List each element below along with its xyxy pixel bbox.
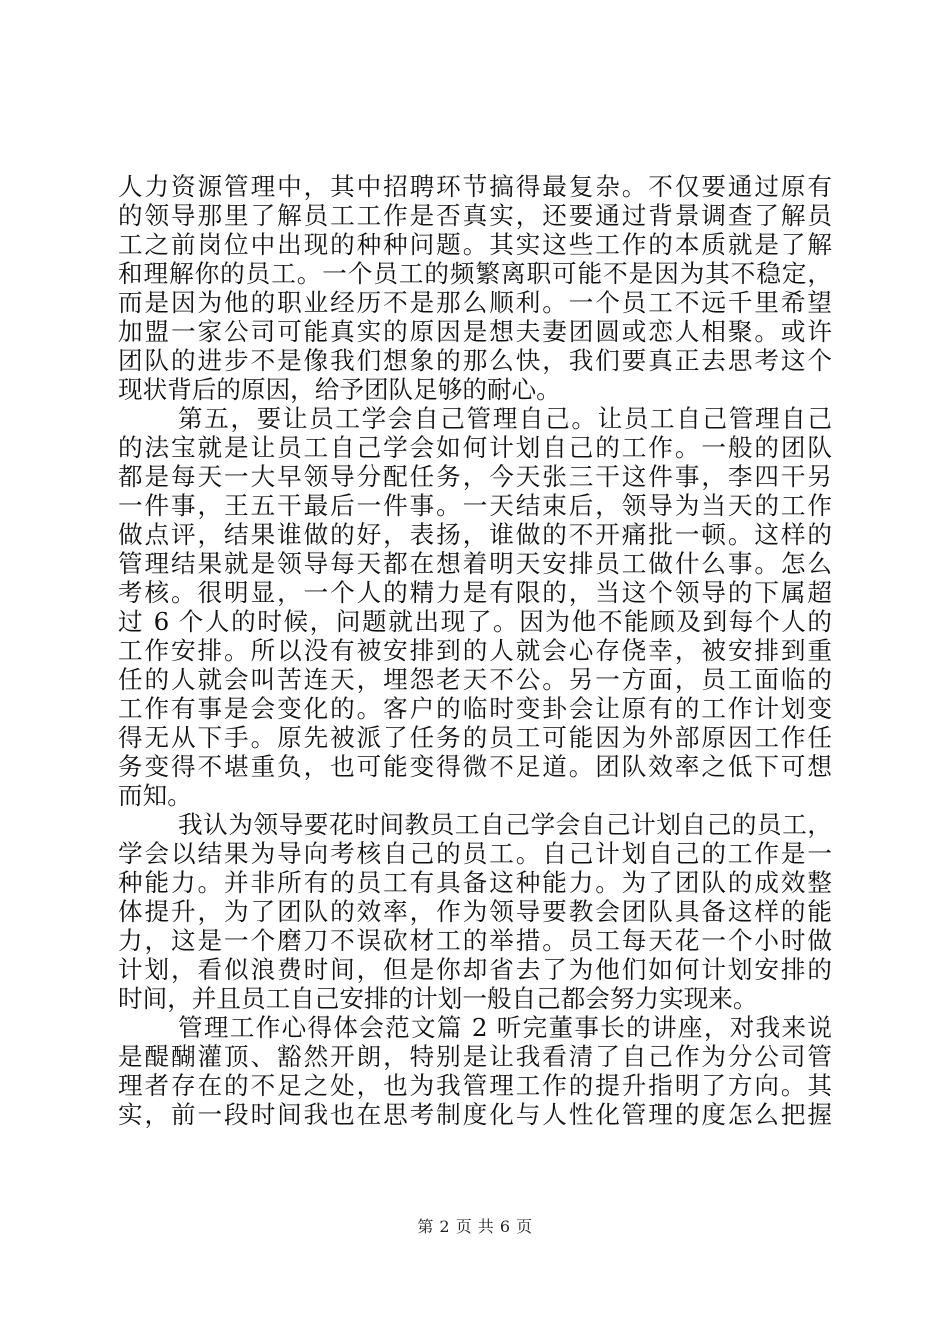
page-indicator: 第 2 页 共 6 页: [417, 1217, 533, 1236]
paragraph-4: [118, 1013, 832, 1129]
text-line: 现状背后的原因，给予团队足够的耐心。: [118, 375, 561, 404]
text-line: 都是每天一大早领导分配任务，今天张三干这件事，李四干另: [118, 462, 832, 491]
document-body: [118, 172, 832, 1129]
text-line: 得无从下手。原先被派了任务的员工可能因为外部原因工作任: [118, 723, 832, 752]
text-line: 管理结果就是领导每天都在想着明天安排员工做什么事。怎么: [118, 549, 832, 578]
text-line: 加盟一家公司可能真实的原因是想夫妻团圆或恋人相聚。或许: [118, 317, 832, 346]
text-line: 一件事，王五干最后一件事。一天结束后，领导为当天的工作: [118, 491, 832, 520]
text-line: 力，这是一个磨刀不误砍材工的举措。员工每天花一个小时做: [118, 926, 832, 955]
text-line: 的法宝就是让员工自己学会如何计划自己的工作。一般的团队: [118, 433, 832, 462]
text-line: 做点评，结果谁做的好，表扬，谁做的不开痛批一顿。这样的: [118, 520, 832, 549]
text-line: 理者存在的不足之处，也为我管理工作的提升指明了方向。其: [118, 1071, 832, 1100]
paragraph-1: [118, 172, 832, 404]
text-line: 的领导那里了解员工工作是否真实，还要通过背景调查了解员: [118, 201, 832, 230]
text-line: 考核。很明显，一个人的精力是有限的，当这个领导的下属超: [118, 578, 832, 607]
text-line: 而是因为他的职业经历不是那么顺利。一个员工不远千里希望: [118, 288, 832, 317]
text-line: 任的人就会叫苦连天，埋怨老天不公。另一方面，员工面临的: [118, 665, 832, 694]
text-line: 过 6 个人的时候，问题就出现了。因为他不能顾及到每个人的: [118, 607, 832, 636]
text-line: 时间，并且员工自己安排的计划一般自己都会努力实现来。: [118, 984, 758, 1013]
text-line: 团队的进步不是像我们想象的那么快，我们要真正去思考这个: [118, 346, 832, 375]
text-line: 和理解你的员工。一个员工的频繁离职可能不是因为其不稳定，: [118, 259, 832, 288]
text-line: 工之前岗位中出现的种种问题。其实这些工作的本质就是了解: [118, 230, 832, 259]
text-line: 第五，要让员工学会自己管理自己。让员工自己管理自己: [178, 404, 832, 433]
paragraph-3: [118, 810, 832, 1013]
text-line: 计划，看似浪费时间，但是你却省去了为他们如何计划安排的: [118, 955, 832, 984]
text-line: 体提升，为了团队的效率，作为领导要教会团队具备这样的能: [118, 897, 832, 926]
text-line: 工作安排。所以没有被安排到的人就会心存侥幸，被安排到重: [118, 636, 832, 665]
text-line: 务变得不堪重负，也可能变得微不足道。团队效率之低下可想: [118, 752, 832, 781]
text-line: 人力资源管理中，其中招聘环节搞得最复杂。不仅要通过原有: [118, 172, 832, 201]
text-line: 工作有事是会变化的。客户的临时变卦会让原有的工作计划变: [118, 694, 832, 723]
paragraph-2: [118, 404, 832, 810]
text-line: 而知。: [118, 781, 192, 810]
text-line: 是醍醐灌顶、豁然开朗，特别是让我看清了自己作为分公司管: [118, 1042, 832, 1071]
text-line: 种能力。并非所有的员工有具备这种能力。为了团队的成效整: [118, 868, 832, 897]
text-line: 学会以结果为导向考核自己的员工。自己计划自己的工作是一: [118, 839, 832, 868]
text-line: 管理工作心得体会范文篇 2 听完董事长的讲座，对我来说: [178, 1013, 832, 1042]
text-line: 实，前一段时间我也在思考制度化与人性化管理的度怎么把握: [118, 1100, 832, 1129]
page-footer: [0, 1214, 950, 1237]
text-line: 我认为领导要花时间教员工自己学会自己计划自己的员工，: [178, 810, 832, 839]
